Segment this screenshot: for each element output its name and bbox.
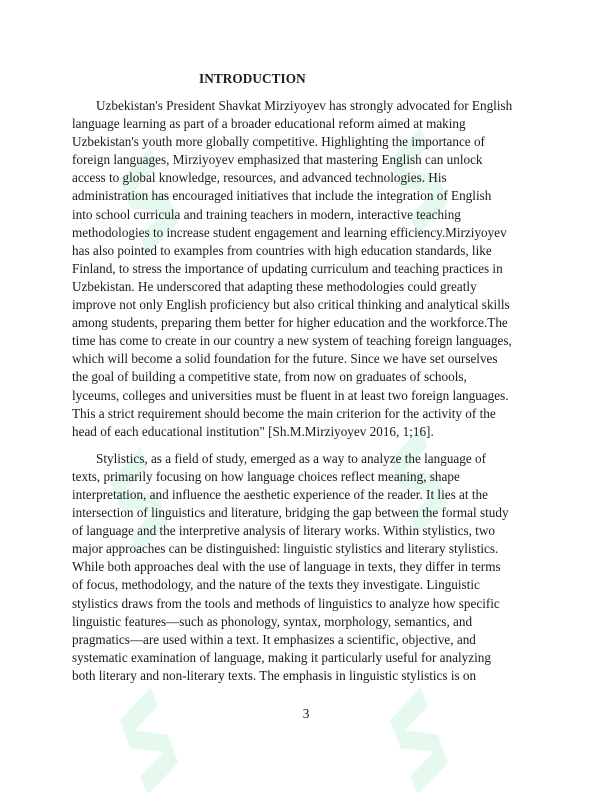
text-line: head of each educational institution" [Sh.M.Mirziyoyev 2016, 1;16]. [72, 423, 434, 439]
text-line: Stylistics, as a field of study, emerged as a way to analyze the language of [96, 450, 487, 466]
text-line: among students, preparing them better for higher education and the workforce.The [72, 315, 508, 331]
text-line: administration has encouraged initiatives that include the integration of English [72, 188, 492, 204]
text-line: Finland, to stress the importance of updating curriculum and teaching practices in [72, 260, 503, 276]
text-line: interpretation, and influence the aesthetic experience of the reader. It lies at the [72, 486, 488, 502]
text-line: both literary and non-literary texts. The emphasis in linguistic stylistics is on [72, 667, 477, 683]
text-line: While both approaches deal with the use of language in texts, they differ in terms [72, 559, 501, 575]
text-line: has also pointed to examples from countries with high education standards, like [72, 242, 492, 258]
text-line: lyceums, colleges and universities must be fluent in at least two foreign languages. [72, 387, 509, 403]
text-line: intersection of linguistics and literature, bridging the gap between the formal study [72, 505, 509, 521]
text-line: improve not only English proficiency but also critical thinking and analytical skills [72, 297, 510, 313]
text-line: systematic examination of language, making it particularly useful for analyzing [72, 649, 491, 665]
watermark-mark-5 [113, 688, 185, 792]
text-line: major approaches can be distinguished: linguistic stylistics and literary stylistics. [72, 541, 499, 557]
text-line: which will become a solid foundation for the future. Since we have set ourselves [72, 351, 498, 367]
document-body [72, 70, 541, 694]
paragraph-2 [72, 450, 541, 685]
text-line: stylistics draws from the tools and methods of linguistics to analyze how specific [72, 595, 500, 611]
text-line: foreign languages, Mirziyoyev emphasized that mastering English can unlock [72, 152, 483, 168]
text-line: pragmatics—are used within a text. It emphasizes a scientific, objective, and [72, 631, 476, 647]
text-line: the goal of building a competitive state, from now on graduates of schools, [72, 369, 467, 385]
text-line: time has come to create in our country a new system of teaching foreign languages, [72, 333, 512, 349]
section-title: INTRODUCTION [199, 71, 306, 86]
text-line: linguistic features—such as phonology, syntax, morphology, semantics, and [72, 613, 473, 629]
text-line: of language and the interpretive analysis of literary works. Within stylistics, two [72, 523, 495, 539]
watermark-mark-6 [383, 688, 455, 792]
text-line: This a strict requirement should become the main criterion for the activity of the [72, 405, 496, 421]
page-number: 3 [302, 706, 310, 721]
text-line: Uzbekistan. He underscored that adapting these methodologies could greatly [72, 278, 477, 294]
text-line: of focus, methodology, and the nature of the texts they investigate. Linguistic [72, 577, 480, 593]
text-line: Uzbekistan's President Shavkat Mirziyoyev has strongly advocated for English [96, 98, 513, 113]
text-line: into school curricula and training teachers in modern, interactive teaching [72, 206, 461, 222]
text-line: methodologies to increase student engagement and learning efficiency.Mirziyoyev [72, 224, 507, 240]
paragraph-1 [72, 97, 541, 441]
text-line: Uzbekistan's youth more globally competitive. Highlighting the importance of [72, 134, 485, 150]
text-line: texts, primarily focusing on how language choices reflect meaning, shape [72, 468, 460, 484]
text-line: access to global knowledge, resources, and advanced technologies. His [72, 170, 447, 186]
text-line: language learning as part of a broader educational reform aimed at making [72, 116, 466, 132]
